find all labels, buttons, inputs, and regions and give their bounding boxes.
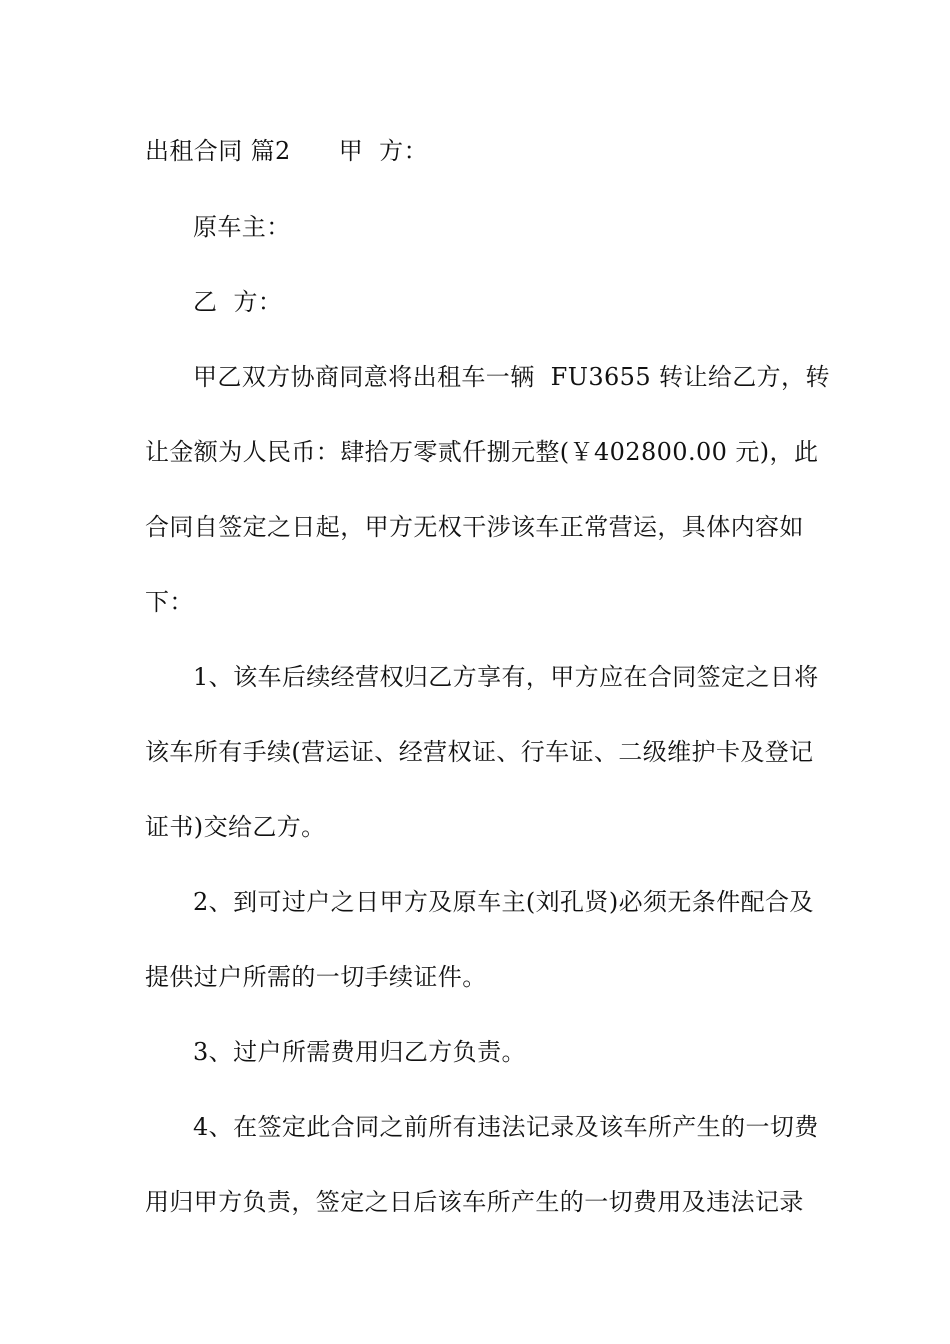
party-b-label: 乙 方：	[193, 288, 283, 316]
intro-paragraph-line-1: 甲乙双方协商同意将出租车一辆 FU3655 转让给乙方，转	[193, 363, 830, 391]
part-number: 篇2	[250, 137, 291, 165]
clause-1-line-3: 证书)交给乙方。	[145, 813, 326, 841]
clause-4-line-1: 4、在签定此合同之前所有违法记录及该车所产生的一切费	[193, 1113, 819, 1141]
clause-1-line-2: 该车所有手续(营运证、经营权证、行车证、二级维护卡及登记	[145, 738, 814, 766]
intro-paragraph-line-3: 合同自签定之日起，甲方无权干涉该车正常营运，具体内容如	[145, 513, 804, 541]
intro-paragraph-line-4: 下：	[145, 588, 194, 616]
document-title: 出租合同	[145, 137, 243, 165]
document-heading-line	[145, 135, 810, 167]
clause-2-line-2: 提供过户所需的一切手续证件。	[145, 963, 487, 991]
original-owner-label: 原车主：	[193, 213, 291, 241]
clause-4-line-2: 用归甲方负责，签定之日后该车所产生的一切费用及违法记录	[145, 1188, 804, 1216]
clause-3-line-1: 3、过户所需费用归乙方负责。	[193, 1038, 526, 1066]
clause-1-line-1: 1、该车后续经营权归乙方享有，甲方应在合同签定之日将	[193, 663, 819, 691]
intro-paragraph-line-2: 让金额为人民币：肆拾万零贰仟捌元整(￥402800.00 元)，此	[145, 438, 819, 466]
clause-2-line-1: 2、到可过户之日甲方及原车主(刘孔贤)必须无条件配合及	[193, 888, 814, 916]
party-a-label: 甲 方：	[338, 137, 428, 165]
